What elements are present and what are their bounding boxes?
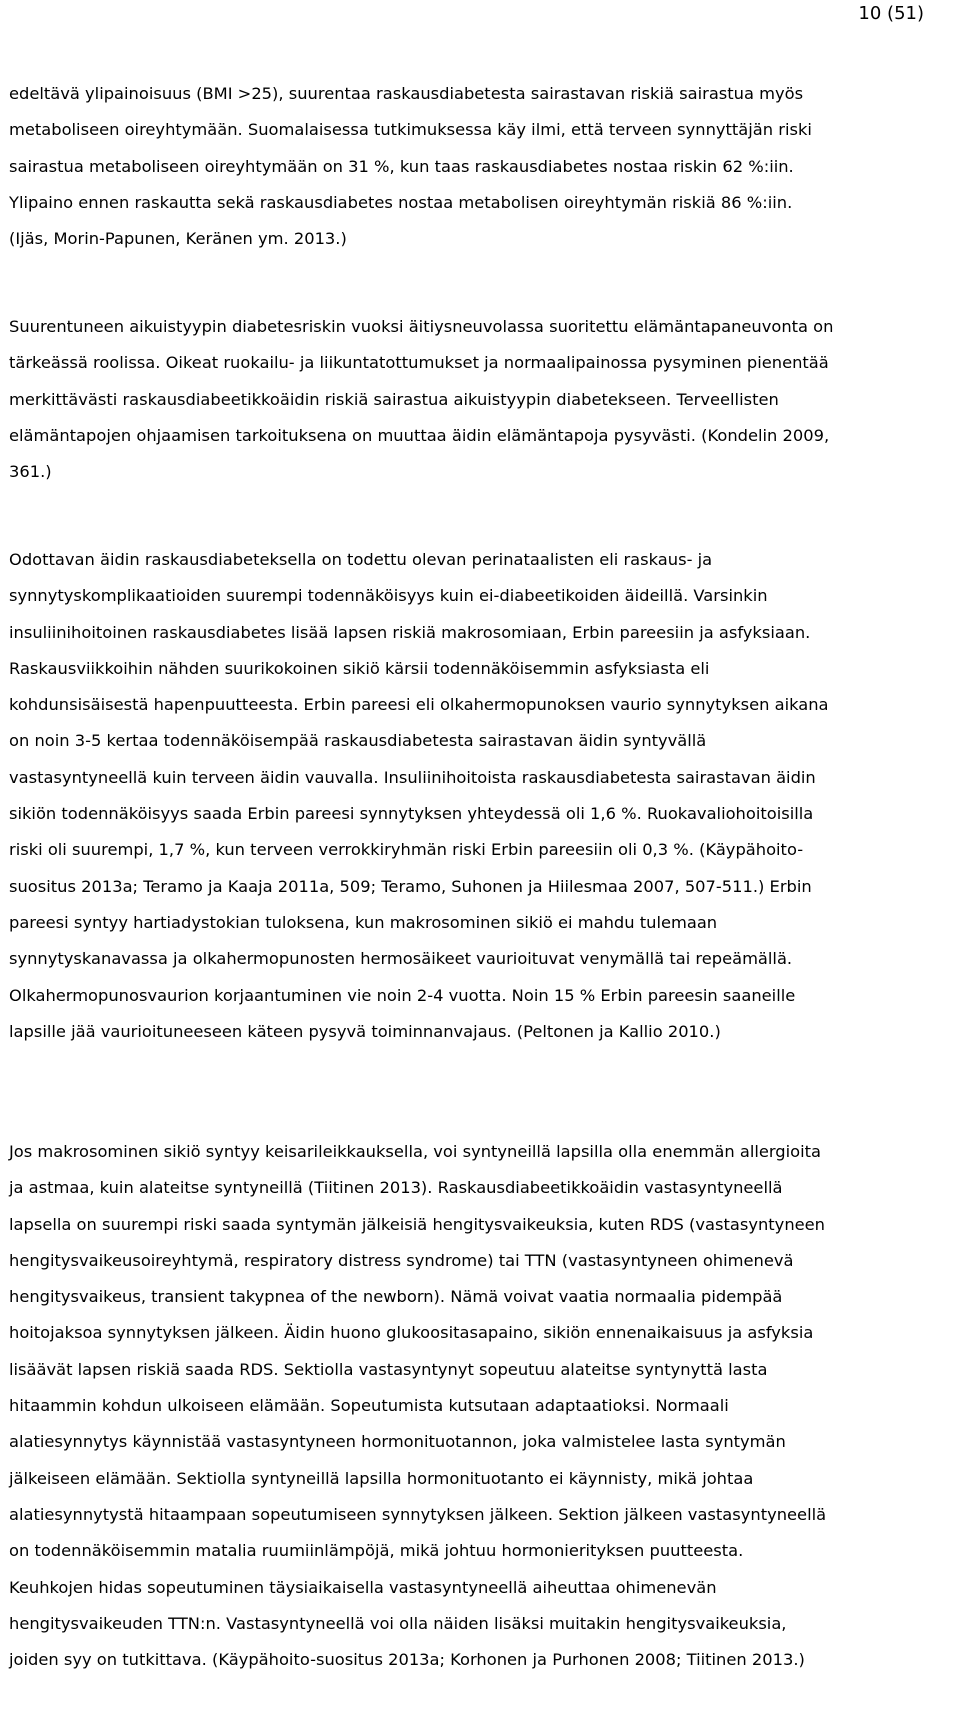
text-line: Odottavan äidin raskausdiabeteksella on todettu olevan perinataalisten eli raskaus- ja — [9, 550, 713, 569]
text-line: joiden syy on tutkittava. (Käypähoito-suositus 2013a; Korhonen ja Purhonen 2008; Tiitinen 2013.) — [9, 1650, 805, 1670]
text-line: Raskausviikkoihin nähden suurikokoinen sikiö kärsii todennäköisemmin asfyksiasta eli — [9, 658, 710, 678]
text-line: ja astmaa, kuin alateitse syntyneillä (Tiitinen 2013). Raskausdiabeetikkoäidin vastasyntyneellä — [9, 1178, 783, 1198]
text-line: hitaammin kohdun ulkoiseen elämään. Sopeutumista kutsutaan adaptaatioksi. Normaali — [9, 1396, 729, 1416]
text-line: kohdunsisäisestä hapenpuutteesta. Erbin pareesi eli olkahermopunoksen vaurio synnytyksen aikana — [9, 695, 829, 715]
text-line: (Ijäs, Morin-Papunen, Keränen ym. 2013.) — [9, 229, 347, 249]
text-line: Suurentuneen aikuistyypin diabetesriskin vuoksi äitiysneuvolassa suoritettu elämäntapaneuvonta on — [9, 317, 834, 336]
text-line: riski oli suurempi, 1,7 %, kun terveen verrokkiryhmän riski Erbin pareesiin oli 0,3 %. (Käypähoito- — [9, 840, 804, 860]
text-line: edeltävä ylipainoisuus (BMI >25), suurentaa raskausdiabetesta sairastavan riskiä sairastua myös — [9, 84, 804, 103]
paragraph-perinatal-complications — [9, 542, 949, 1050]
text-line: Keuhkojen hidas sopeutuminen täysiaikaisella vastasyntyneellä aiheuttaa ohimenevän — [9, 1577, 717, 1597]
text-line: sikiön todennäköisyys saada Erbin pareesi synnytyksen yhteydessä oli 1,6 %. Ruokavaliohoitoisilla — [9, 804, 814, 824]
text-line: synnytyskomplikaatioiden suurempi todennäköisyys kuin ei-diabeetikoiden äideillä. Varsinkin — [9, 586, 768, 606]
text-line: hengitysvaikeusoireyhtymä, respiratory distress syndrome) tai TTN (vastasyntyneen ohimenevä — [9, 1250, 794, 1270]
text-line: sairastua metaboliseen oireyhtymään on 31 %, kun taas raskausdiabetes nostaa riskin 62 %:iin. — [9, 156, 794, 176]
text-line: lapsella on suurempi riski saada syntymän jälkeisiä hengitysvaikeuksia, kuten RDS (vastasyntyneen — [9, 1214, 825, 1234]
paragraph-newborn-respiratory — [9, 1134, 949, 1678]
text-line: hengitysvaikeuden TTN:n. Vastasyntyneellä voi olla näiden lisäksi muitakin hengitysvaikeuksia, — [9, 1613, 787, 1633]
text-line: Ylipaino ennen raskautta sekä raskausdiabetes nostaa metabolisen oireyhtymän riskiä 86 %:iin. — [9, 192, 793, 212]
text-line: Jos makrosominen sikiö syntyy keisarileikkauksella, voi syntyneillä lapsilla olla enemmän allergioita — [9, 1142, 822, 1161]
paragraph-lifestyle-counselling — [9, 309, 949, 490]
text-line: 361.) — [9, 462, 52, 482]
text-line: lisäävät lapsen riskiä saada RDS. Sektiolla vastasyntynyt sopeutuu alateitse syntynyttä lasta — [9, 1359, 768, 1379]
text-line: on todennäköisemmin matalia ruumiinlämpöjä, mikä johtuu hormonierityksen puutteesta. — [9, 1541, 744, 1561]
text-line: hoitojaksoa synnytyksen jälkeen. Äidin huono glukoositasapaino, sikiön ennenaikaisuus ja asfyksia — [9, 1323, 814, 1343]
text-line: tärkeässä roolissa. Oikeat ruokailu- ja liikuntatottumukset ja normaalipainossa pysyminen pienentää — [9, 353, 829, 373]
text-line: metaboliseen oireyhtymään. Suomalaisessa tutkimuksessa käy ilmi, että terveen synnyttäjän riski — [9, 120, 812, 140]
text-line: jälkeiseen elämään. Sektiolla syntyneillä lapsilla hormonituotanto ei käynnisty, mikä johtaa — [9, 1468, 754, 1488]
text-line: synnytyskanavassa ja olkahermopunosten hermosäikeet vaurioituvat venymällä tai repeämällä. — [9, 949, 793, 969]
text-line: merkittävästi raskausdiabeetikkoäidin riskiä sairastua aikuistyypin diabetekseen. Terveellisten — [9, 389, 779, 409]
page-number: 10 (51) — [858, 3, 924, 24]
text-line: alatiesynnytys käynnistää vastasyntyneen hormonituotannon, joka valmistelee lasta syntymän — [9, 1432, 786, 1452]
text-line: alatiesynnytystä hitaampaan sopeutumiseen synnytyksen jälkeen. Sektion jälkeen vastasyntyneellä — [9, 1504, 827, 1524]
text-line: lapsille jää vaurioituneeseen käteen pysyvä toiminnanvajaus. (Peltonen ja Kallio 2010.) — [9, 1021, 721, 1041]
text-line: vastasyntyneellä kuin terveen äidin vauvalla. Insuliinihoitoista raskausdiabetesta sairastavan äidin — [9, 767, 816, 787]
text-line: Olkahermopunosvaurion korjaantuminen vie noin 2-4 vuotta. Noin 15 % Erbin pareesin saaneille — [9, 985, 796, 1005]
text-line: on noin 3-5 kertaa todennäköisempää raskausdiabetesta sairastavan äidin syntyvällä — [9, 731, 707, 751]
text-line: suositus 2013a; Teramo ja Kaaja 2011a, 509; Teramo, Suhonen ja Hiilesmaa 2007, 507-511.) Erbin — [9, 876, 812, 896]
text-line: hengitysvaikeus, transient takypnea of the newborn). Nämä voivat vaatia normaalia pidempää — [9, 1287, 783, 1307]
text-line: insuliinihoitoinen raskausdiabetes lisää lapsen riskiä makrosomiaan, Erbin pareesiin ja asfyksiaan. — [9, 622, 811, 642]
text-line: elämäntapojen ohjaamisen tarkoituksena on muuttaa äidin elämäntapoja pysyvästi. (Kondelin 2009, — [9, 425, 830, 445]
text-line: pareesi syntyy hartiadystokian tuloksena, kun makrosominen sikiö ei mahdu tulemaan — [9, 912, 718, 932]
paragraph-metabolic-syndrome-risk — [9, 76, 949, 257]
